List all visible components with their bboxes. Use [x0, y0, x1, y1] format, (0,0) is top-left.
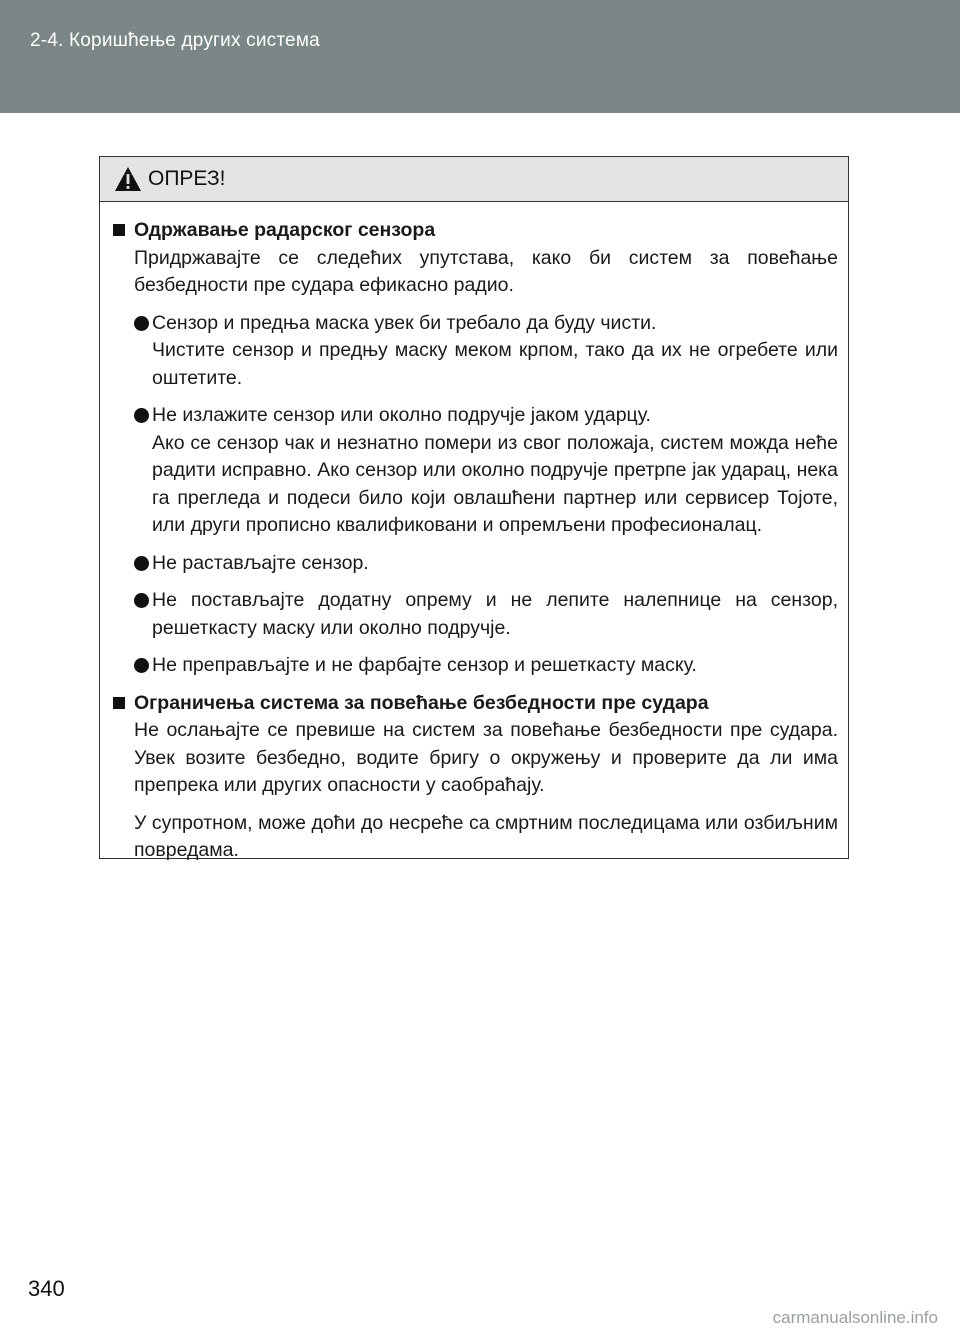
bullet-text: Чистите сензор и предњу маску меком крпом, тако да их не огребете или оштетите.	[152, 339, 838, 389]
round-bullet-icon	[134, 556, 149, 571]
section-title: Одржавање радарског сензора	[134, 219, 436, 241]
square-bullet-icon	[113, 224, 125, 236]
list-item	[134, 652, 838, 680]
chapter-header	[0, 0, 960, 113]
section-intro: Придржавајте се следећих упутстава, како би систем за повећање безбедности пре судара ефикасно радио.	[134, 246, 838, 296]
round-bullet-icon	[134, 408, 149, 423]
round-bullet-icon	[134, 593, 149, 608]
round-bullet-icon	[134, 658, 149, 673]
round-bullet-icon	[134, 316, 149, 331]
list-item	[134, 402, 838, 540]
square-bullet-icon	[113, 697, 125, 709]
bullet-lead: Не постављајте додатну опрему и не лепите налепнице на сензор, решеткасту маску или околно подручје.	[152, 589, 838, 639]
caution-header	[100, 157, 848, 202]
bullet-lead: Сензор и предња маска увек би требало да буду чисти.	[152, 311, 657, 334]
warning-icon	[114, 166, 142, 192]
page-number: 340	[28, 1276, 65, 1301]
watermark: carmanualsonline.info	[772, 1308, 938, 1327]
chapter-title: 2-4. Коришћење других система	[30, 30, 320, 51]
bullet-lead: Не преправљајте и не фарбајте сензор и решеткасту маску.	[152, 654, 697, 676]
bullet-lead: Не излажите сензор или околно подручје јаком ударцу.	[152, 404, 651, 426]
section-outro: У супротном, може доћи до несреће са смртним последицама или озбиљним повредама.	[134, 811, 838, 861]
caution-content	[112, 217, 838, 865]
list-item	[134, 310, 838, 393]
list-item	[134, 550, 838, 578]
bullet-text: Ако се сензор чак и незнатно помери из свог положаја, систем можда неће радити исправно. Ако сензор или околно подручје претрпе јак ударац, нека га прегледа и подеси било који овлашћени партнер или сервисер Тојоте, или други прописно квалификовани и опремљени професионалац.	[152, 431, 838, 536]
section-limitations	[112, 690, 838, 865]
caution-label: ОПРЕЗ!	[148, 167, 226, 190]
caution-box	[99, 156, 849, 859]
section-intro: Не ослањајте се превише на систем за повећање безбедности пре судара. Увек возите безбедно, водите бригу о окружењу и проверите да ли има препрека или других опасности у саобраћају.	[134, 719, 838, 796]
bullet-lead: Не растављајте сензор.	[152, 551, 369, 574]
section-maintenance	[112, 217, 838, 680]
bullet-list	[134, 310, 838, 680]
list-item	[134, 587, 838, 642]
section-title: Ограничења система за повећање безбедности пре судара	[134, 691, 709, 714]
